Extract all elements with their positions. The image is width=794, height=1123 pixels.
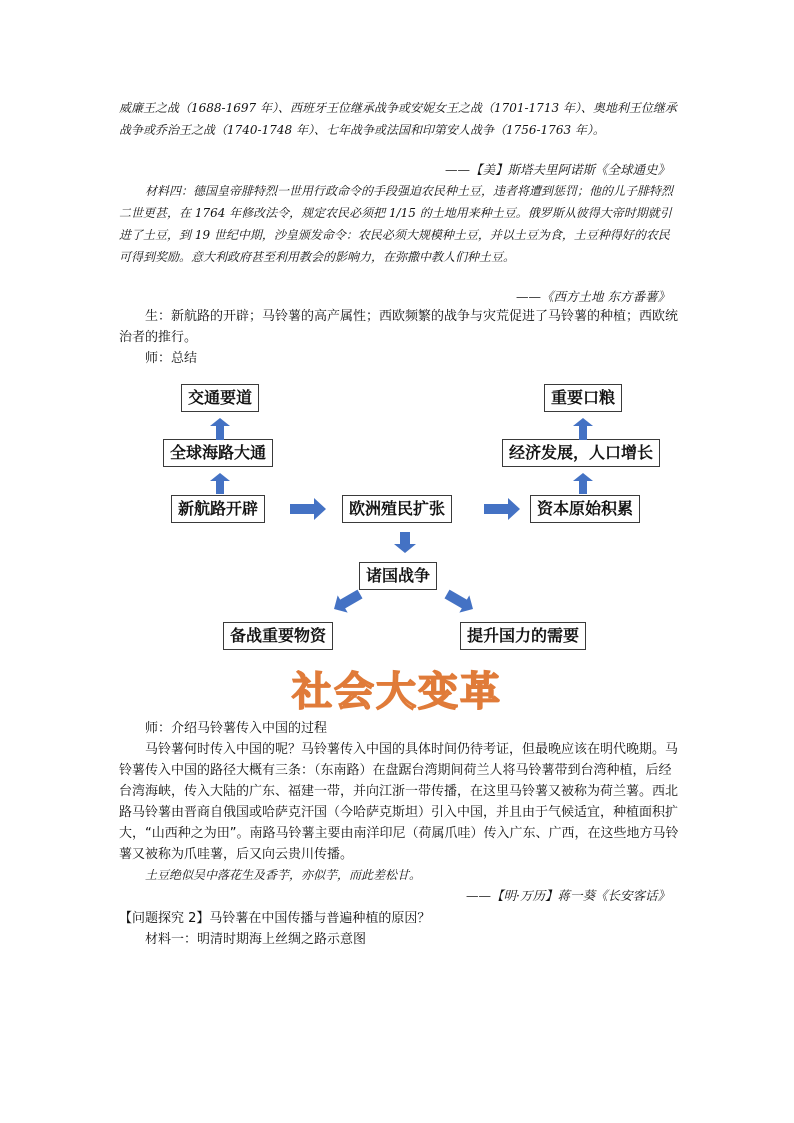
paragraph-student-answer: 生：新航路的开辟；马铃薯的高产属性；西欧频繁的战争与灾荒促进了马铃薯的种植；西欧统治者的推行。 [119,309,679,345]
paragraph-question-2: 【问题探究 2】马铃薯在中国传播与普遍种植的原因？ [119,911,431,926]
paragraph-material-one: 材料一：明清时期海上丝绸之路示意图 [145,932,367,947]
paragraph-quote-potato: 土豆绝似吴中落花生及香芋，亦似芋，而此差松甘。 [145,868,422,882]
arrow-diag-right [442,585,478,617]
box-national-power: 提升国力的需要 [460,622,586,650]
source-changan: ——【明·万历】蒋一葵《长安客话》 [466,888,670,903]
box-colonial: 欧洲殖民扩张 [342,495,452,523]
arrow-up-4 [573,473,593,494]
box-economy: 经济发展，人口增长 [502,439,660,467]
box-new-route: 新航路开辟 [171,495,265,523]
arrow-right-1 [290,498,326,520]
box-grain: 重要口粮 [544,384,622,412]
box-capital: 资本原始积累 [530,495,640,523]
paragraph-teacher-summary: 师：总结 [145,351,198,366]
arrow-up-1 [210,418,230,440]
box-sea-route: 全球海路大通 [163,439,273,467]
source-western-land: ——《西方土地 东方番薯》 [516,289,670,304]
banner-social-change: 社会大变革 [292,669,502,715]
paragraph-introduction-history: 马铃薯何时传入中国的呢？马铃薯传入中国的具体时间仍待考证，但最晚应该在明代晚期。马铃薯传入中国的路径大概有三条：（东南路）在盘踞台湾期间荷兰人将马铃薯带到台湾种植，后经台湾海峡，传入大陆的广东、福建一带，并向江浙一带传播，在这里马铃薯又被称为荷兰薯。西北路马铃薯由晋商自俄国或哈萨克汗国（今哈萨克斯坦）引入中国，并且由于气候适宜，种植面积扩大，“山西种之为田”。南路马铃薯主要由南洋印尼（荷属爪哇）传入广东、广西，在这些地方马铃薯又被称为爪哇薯，后又向云贵川传播。 [119,742,679,862]
box-war-supply: 备战重要物资 [223,622,333,650]
arrow-up-2 [210,473,230,494]
paragraph-wars: 威廉王之战（1688-1697 年）、西班牙王位继承战争或安妮女王之战（1701-1713 年）、奥地利王位继承战争或乔治王之战（1740-1748 年）、七年战争或法国和印第安人战争（1756-1763 年）。 [119,101,677,137]
arrow-diag-left [329,585,365,617]
box-traffic: 交通要道 [181,384,259,412]
box-wars: 诸国战争 [359,562,437,590]
source-global-history: ——【美】斯塔夫里阿诺斯《全球通史》 [444,162,670,177]
paragraph-material-four: 材料四：德国皇帝腓特烈一世用行政命令的手段强迫农民种土豆，违者将遭到惩罚；他的儿子腓特烈二世更甚，在 1764 年修改法令，规定农民必须把 1/15 的土地用来种土豆。俄罗斯从彼得大帝时期就引进了土豆，到 19 世纪中期，沙皇颁发命令：农民必须大规模种土豆，并以土豆为食，土豆种得好的农民可得到奖励。意大利政府甚至利用教会的影响力，在弥撒中教人们种土豆。 [119,184,674,264]
arrow-up-3 [573,418,593,440]
arrow-down-1 [394,532,416,553]
arrow-right-2 [484,498,520,520]
paragraph-teacher-intro: 师：介绍马铃薯传入中国的过程 [145,721,328,736]
